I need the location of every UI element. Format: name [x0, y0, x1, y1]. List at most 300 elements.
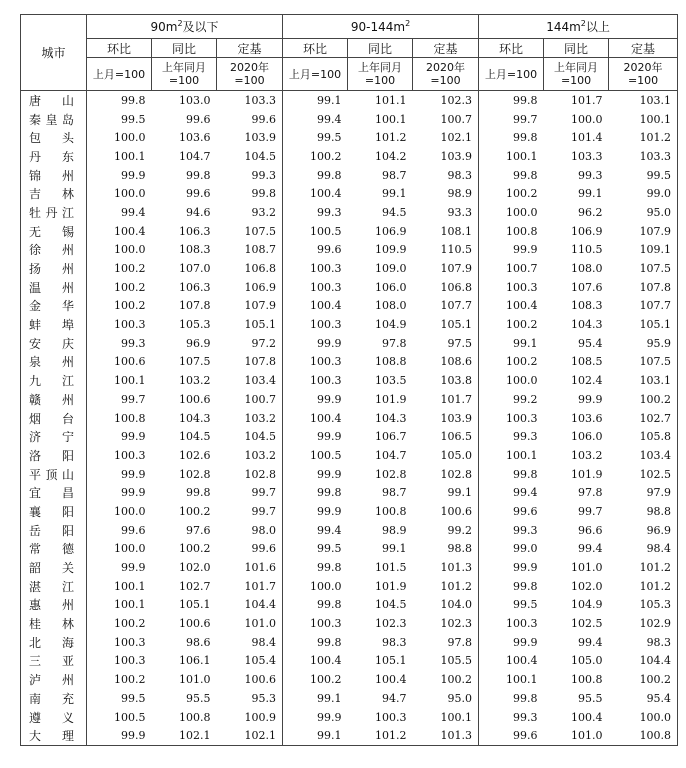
index-value: 100.9 [217, 708, 283, 727]
index-value: 108.7 [217, 241, 283, 260]
index-value: 101.6 [217, 558, 283, 577]
index-value: 100.3 [506, 280, 538, 294]
index-value: 100.2 [506, 187, 538, 201]
base-header-line: =100 [364, 74, 396, 87]
city-name: 泸州 [21, 670, 87, 689]
index-value: 96.9 [186, 336, 211, 350]
index-value: 99.9 [317, 467, 342, 481]
index-value: 96.6 [578, 523, 603, 537]
base-header-yoy [348, 58, 413, 91]
city-name: 丹东 [21, 147, 87, 166]
index-value: 99.6 [479, 726, 544, 745]
table-row [21, 371, 678, 390]
index-value: 100.0 [114, 187, 146, 201]
index-value: 95.4 [578, 336, 603, 350]
index-value: 110.5 [571, 243, 603, 257]
index-value: 100.5 [310, 224, 342, 238]
city-name: 北海 [21, 633, 87, 652]
base-header-line: 2020年 [230, 61, 270, 74]
index-value: 102.8 [413, 465, 479, 484]
city-name: 洛阳 [21, 446, 87, 465]
table-row [21, 652, 678, 671]
index-value: 100.8 [179, 710, 211, 724]
index-value: 99.8 [513, 467, 538, 481]
group-header-medium: $90-144m^2$ [283, 15, 479, 39]
group-header-small: $90m^2$及以下 [87, 15, 283, 39]
index-value: 100.3 [114, 654, 146, 668]
index-value: 100.7 [217, 390, 283, 409]
index-value: 103.6 [179, 131, 211, 145]
index-value: 104.4 [609, 652, 678, 671]
index-value: 100.2 [506, 318, 538, 332]
city-name: 包头 [21, 128, 87, 147]
base-header-line: =100 [168, 74, 200, 87]
index-value: 98.3 [413, 166, 479, 185]
index-value: 100.3 [310, 617, 342, 631]
index-value: 93.3 [413, 203, 479, 222]
index-value: 110.5 [413, 241, 479, 260]
base-header-line: 上年同月 [162, 61, 206, 74]
city-name: 韶关 [21, 558, 87, 577]
index-value: 101.7 [217, 577, 283, 596]
index-value: 103.4 [609, 446, 678, 465]
index-value: 108.3 [571, 299, 603, 313]
index-value: 106.3 [179, 280, 211, 294]
index-value: 104.7 [179, 149, 211, 163]
index-value: 99.5 [121, 112, 146, 126]
index-value: 100.0 [571, 112, 603, 126]
index-value: 100.2 [609, 670, 678, 689]
city-name: 常德 [21, 540, 87, 559]
index-value: 103.8 [413, 371, 479, 390]
index-value: 99.2 [413, 521, 479, 540]
base-header-line: =100 [430, 74, 461, 87]
base-header-line: 2020年 [426, 61, 466, 74]
table-row [21, 128, 678, 147]
index-value: 99.1 [283, 726, 348, 745]
index-value: 99.1 [413, 483, 479, 502]
city-name: 吉林 [21, 184, 87, 203]
index-value: 108.0 [375, 299, 407, 313]
index-value: 100.4 [310, 411, 342, 425]
index-value: 99.4 [578, 542, 603, 556]
index-value: 107.9 [413, 259, 479, 278]
group-header-large: $144m^2$以上 [479, 15, 678, 39]
table-row [21, 203, 678, 222]
index-value: 99.3 [121, 336, 146, 350]
table-row [21, 670, 678, 689]
index-value: 99.7 [513, 112, 538, 126]
index-value: 97.8 [382, 336, 407, 350]
index-value: 99.9 [317, 392, 342, 406]
index-value: 107.0 [179, 262, 211, 276]
index-value: 99.8 [217, 184, 283, 203]
table-row [21, 184, 678, 203]
index-value: 98.6 [186, 635, 211, 649]
metric-header-yoy: 同比 [544, 39, 609, 58]
index-value: 103.6 [571, 411, 603, 425]
index-value: 99.8 [121, 93, 146, 107]
table-row [21, 353, 678, 372]
index-value: 99.8 [513, 168, 538, 182]
index-value: 106.9 [571, 224, 603, 238]
index-value: 106.5 [413, 427, 479, 446]
index-value: 103.1 [609, 371, 678, 390]
index-value: 104.3 [571, 318, 603, 332]
index-value: 100.6 [413, 502, 479, 521]
index-value: 105.4 [217, 652, 283, 671]
base-header-line: 上月=100 [92, 67, 146, 81]
index-value: 99.9 [513, 561, 538, 575]
index-value: 99.9 [121, 168, 146, 182]
index-value: 101.2 [609, 128, 678, 147]
index-value: 100.2 [609, 390, 678, 409]
index-value: 104.0 [413, 596, 479, 615]
index-value: 99.3 [513, 523, 538, 537]
table-row [21, 91, 678, 110]
index-value: 98.3 [609, 633, 678, 652]
index-value: 99.5 [513, 598, 538, 612]
index-value: 105.1 [413, 315, 479, 334]
index-value: 100.1 [375, 112, 407, 126]
index-value: 100.3 [310, 262, 342, 276]
index-value: 103.2 [217, 409, 283, 428]
index-value: 98.4 [217, 633, 283, 652]
city-name: 金华 [21, 297, 87, 316]
base-header-line: 上月=100 [288, 67, 342, 81]
index-value: 101.2 [375, 131, 407, 145]
table-row [21, 465, 678, 484]
index-value: 99.8 [513, 691, 538, 705]
index-value: 104.5 [217, 427, 283, 446]
index-value: 99.4 [121, 205, 146, 219]
table-row [21, 110, 678, 129]
index-value: 100.3 [114, 318, 146, 332]
table-row [21, 259, 678, 278]
index-value: 101.0 [571, 561, 603, 575]
index-value: 99.9 [317, 504, 342, 518]
index-value: 99.9 [513, 635, 538, 649]
index-value: 100.2 [179, 504, 211, 518]
index-value: 103.2 [571, 448, 603, 462]
index-value: 99.6 [513, 504, 538, 518]
index-value: 95.5 [578, 691, 603, 705]
index-value: 102.3 [413, 614, 479, 633]
index-value: 102.5 [571, 617, 603, 631]
index-value: 103.9 [217, 128, 283, 147]
index-value: 104.5 [375, 598, 407, 612]
index-value: 100.1 [114, 374, 146, 388]
index-value: 100.1 [506, 149, 538, 163]
index-value: 99.9 [513, 243, 538, 257]
index-value: 100.6 [179, 617, 211, 631]
index-value: 100.5 [114, 710, 146, 724]
index-value: 99.6 [317, 243, 342, 257]
index-value: 106.0 [375, 280, 407, 294]
table-row [21, 726, 678, 745]
index-value: 99.1 [578, 187, 603, 201]
index-value: 100.3 [310, 355, 342, 369]
index-value: 107.8 [179, 299, 211, 313]
index-value: 99.9 [317, 710, 342, 724]
index-value: 99.4 [317, 112, 342, 126]
index-value: 103.1 [609, 91, 678, 110]
index-value: 100.8 [609, 726, 678, 745]
city-name: 桂林 [21, 614, 87, 633]
table-row [21, 540, 678, 559]
base-header-line: 上月=100 [484, 67, 538, 81]
index-value: 100.1 [609, 110, 678, 129]
metric-header-yoy: 同比 [152, 39, 217, 58]
index-value: 99.9 [121, 430, 146, 444]
index-value: 107.9 [609, 222, 678, 241]
metric-header-yoy: 同比 [348, 39, 413, 58]
city-name: 宜昌 [21, 483, 87, 502]
index-value: 94.7 [382, 691, 407, 705]
index-value: 107.5 [217, 222, 283, 241]
table-row [21, 315, 678, 334]
index-value: 102.9 [609, 614, 678, 633]
index-value: 100.4 [310, 187, 342, 201]
table-row [21, 222, 678, 241]
base-header-line: =100 [627, 74, 659, 87]
index-value: 100.2 [179, 542, 211, 556]
index-value: 98.4 [609, 540, 678, 559]
index-value: 99.9 [317, 430, 342, 444]
index-value: 105.1 [217, 315, 283, 334]
city-name: 南充 [21, 689, 87, 708]
index-value: 101.7 [413, 390, 479, 409]
group-header-row [21, 15, 678, 39]
index-value: 100.2 [310, 149, 342, 163]
city-name: 牡丹江 [21, 203, 87, 222]
metric-header-fixed-base: 定基 [413, 39, 479, 58]
index-value: 105.3 [609, 596, 678, 615]
table-header [21, 15, 678, 91]
index-value: 103.9 [413, 147, 479, 166]
index-value: 100.1 [413, 708, 479, 727]
index-value: 104.9 [571, 598, 603, 612]
index-value: 100.1 [506, 673, 538, 687]
base-header-mom [479, 58, 544, 91]
index-value: 105.8 [609, 427, 678, 446]
index-value: 102.6 [179, 448, 211, 462]
index-value: 100.6 [114, 355, 146, 369]
city-name: 岳阳 [21, 521, 87, 540]
base-header-line: 2020年 [623, 61, 663, 74]
index-value: 106.8 [217, 259, 283, 278]
city-column-header: 城市 [21, 15, 87, 91]
index-value: 102.7 [179, 579, 211, 593]
index-value: 99.7 [217, 502, 283, 521]
index-value: 105.1 [179, 598, 211, 612]
index-value: 97.2 [217, 334, 283, 353]
index-value: 99.8 [317, 561, 342, 575]
metric-header-fixed-base: 定基 [217, 39, 283, 58]
metric-header-mom: 环比 [87, 39, 152, 58]
city-name: 安庆 [21, 334, 87, 353]
index-value: 99.6 [186, 187, 211, 201]
city-name: 徐州 [21, 241, 87, 260]
index-value: 101.0 [217, 614, 283, 633]
index-value: 100.3 [506, 411, 538, 425]
base-header-yoy [152, 58, 217, 91]
index-value: 99.9 [87, 726, 152, 745]
city-name: 九江 [21, 371, 87, 390]
base-header-line: 上年同月 [554, 61, 599, 74]
city-name: 泉州 [21, 353, 87, 372]
index-value: 99.0 [609, 184, 678, 203]
index-value: 107.6 [571, 280, 603, 294]
index-value: 100.2 [114, 262, 146, 276]
index-value: 100.8 [114, 411, 146, 425]
city-name: 襄阳 [21, 502, 87, 521]
table-row [21, 241, 678, 260]
index-value: 104.9 [375, 318, 407, 332]
table-row [21, 596, 678, 615]
index-value: 101.4 [571, 131, 603, 145]
index-value: 104.5 [179, 430, 211, 444]
index-value: 99.8 [513, 131, 538, 145]
index-value: 100.6 [179, 392, 211, 406]
index-value: 102.3 [413, 91, 479, 110]
index-value: 106.0 [571, 430, 603, 444]
index-value: 100.0 [114, 131, 146, 145]
index-value: 96.2 [578, 205, 603, 219]
base-header-fixed-base [217, 58, 283, 91]
index-value: 100.2 [413, 670, 479, 689]
index-value: 100.0 [609, 708, 678, 727]
index-value: 100.2 [506, 355, 538, 369]
index-value: 102.7 [609, 409, 678, 428]
index-value: 100.7 [506, 262, 538, 276]
index-value: 100.4 [506, 654, 538, 668]
index-value: 103.0 [179, 93, 211, 107]
index-value: 103.2 [217, 446, 283, 465]
table-row [21, 297, 678, 316]
index-value: 100.0 [114, 542, 146, 556]
index-value: 97.9 [609, 483, 678, 502]
index-value: 99.4 [513, 486, 538, 500]
index-value: 102.8 [217, 465, 283, 484]
index-value: 101.7 [571, 93, 603, 107]
index-value: 99.4 [317, 523, 342, 537]
index-value: 100.8 [571, 673, 603, 687]
index-value: 99.7 [217, 483, 283, 502]
index-value: 104.5 [217, 147, 283, 166]
base-header-line: =100 [560, 74, 592, 87]
city-name: 唐山 [21, 91, 87, 110]
base-header-fixed-base [413, 58, 479, 91]
city-name: 无锡 [21, 222, 87, 241]
index-value: 99.9 [121, 561, 146, 575]
table-row [21, 633, 678, 652]
index-value: 95.9 [609, 334, 678, 353]
index-value: 99.9 [578, 392, 603, 406]
base-header-line: =100 [234, 74, 265, 87]
index-value: 104.7 [375, 448, 407, 462]
index-value: 99.5 [609, 166, 678, 185]
index-value: 101.0 [544, 726, 609, 745]
index-value: 101.3 [413, 558, 479, 577]
index-value: 98.7 [382, 168, 407, 182]
index-value: 102.8 [375, 467, 407, 481]
index-value: 94.6 [186, 205, 211, 219]
index-value: 102.1 [217, 726, 283, 745]
index-value: 104.3 [375, 411, 407, 425]
base-header-fixed-base [609, 58, 678, 91]
index-value: 99.9 [317, 336, 342, 350]
index-value: 98.9 [382, 523, 407, 537]
index-value: 100.2 [114, 280, 146, 294]
index-value: 101.0 [179, 673, 211, 687]
index-value: 104.4 [217, 596, 283, 615]
index-value: 100.2 [114, 617, 146, 631]
city-name: 赣州 [21, 390, 87, 409]
table-body [21, 91, 678, 746]
index-value: 98.8 [609, 502, 678, 521]
index-value: 105.3 [179, 318, 211, 332]
index-value: 99.8 [317, 598, 342, 612]
index-value: 94.5 [382, 205, 407, 219]
index-value: 107.5 [609, 353, 678, 372]
index-value: 99.5 [317, 131, 342, 145]
index-value: 105.0 [413, 446, 479, 465]
index-value: 100.1 [114, 149, 146, 163]
city-name: 三亚 [21, 652, 87, 671]
table-row [21, 502, 678, 521]
index-value: 99.3 [513, 710, 538, 724]
index-value: 101.2 [609, 558, 678, 577]
index-value: 99.6 [217, 110, 283, 129]
index-value: 107.7 [609, 297, 678, 316]
index-value: 103.9 [413, 409, 479, 428]
index-value: 102.5 [609, 465, 678, 484]
index-value: 99.3 [317, 205, 342, 219]
index-value: 106.3 [179, 224, 211, 238]
metric-header-row [21, 39, 678, 58]
index-value: 108.6 [413, 353, 479, 372]
city-name: 烟台 [21, 409, 87, 428]
index-value: 99.8 [513, 579, 538, 593]
index-value: 102.1 [413, 128, 479, 147]
table-row [21, 689, 678, 708]
table-row [21, 147, 678, 166]
index-value: 105.5 [413, 652, 479, 671]
index-value: 99.8 [317, 635, 342, 649]
index-value: 100.2 [114, 673, 146, 687]
city-name: 温州 [21, 278, 87, 297]
city-name: 湛江 [21, 577, 87, 596]
city-name: 惠州 [21, 596, 87, 615]
index-value: 99.1 [513, 336, 538, 350]
index-value: 95.3 [217, 689, 283, 708]
index-value: 100.0 [310, 579, 342, 593]
index-value: 100.3 [114, 448, 146, 462]
table-row [21, 521, 678, 540]
index-value: 100.4 [506, 299, 538, 313]
index-value: 100.3 [506, 617, 538, 631]
index-value: 96.9 [609, 521, 678, 540]
index-value: 99.0 [513, 542, 538, 556]
table-row [21, 577, 678, 596]
index-value: 99.1 [382, 542, 407, 556]
index-value: 102.4 [571, 374, 603, 388]
price-index-table [20, 14, 678, 746]
index-value: 109.9 [375, 243, 407, 257]
base-header-mom [87, 58, 152, 91]
index-value: 99.8 [513, 93, 538, 107]
